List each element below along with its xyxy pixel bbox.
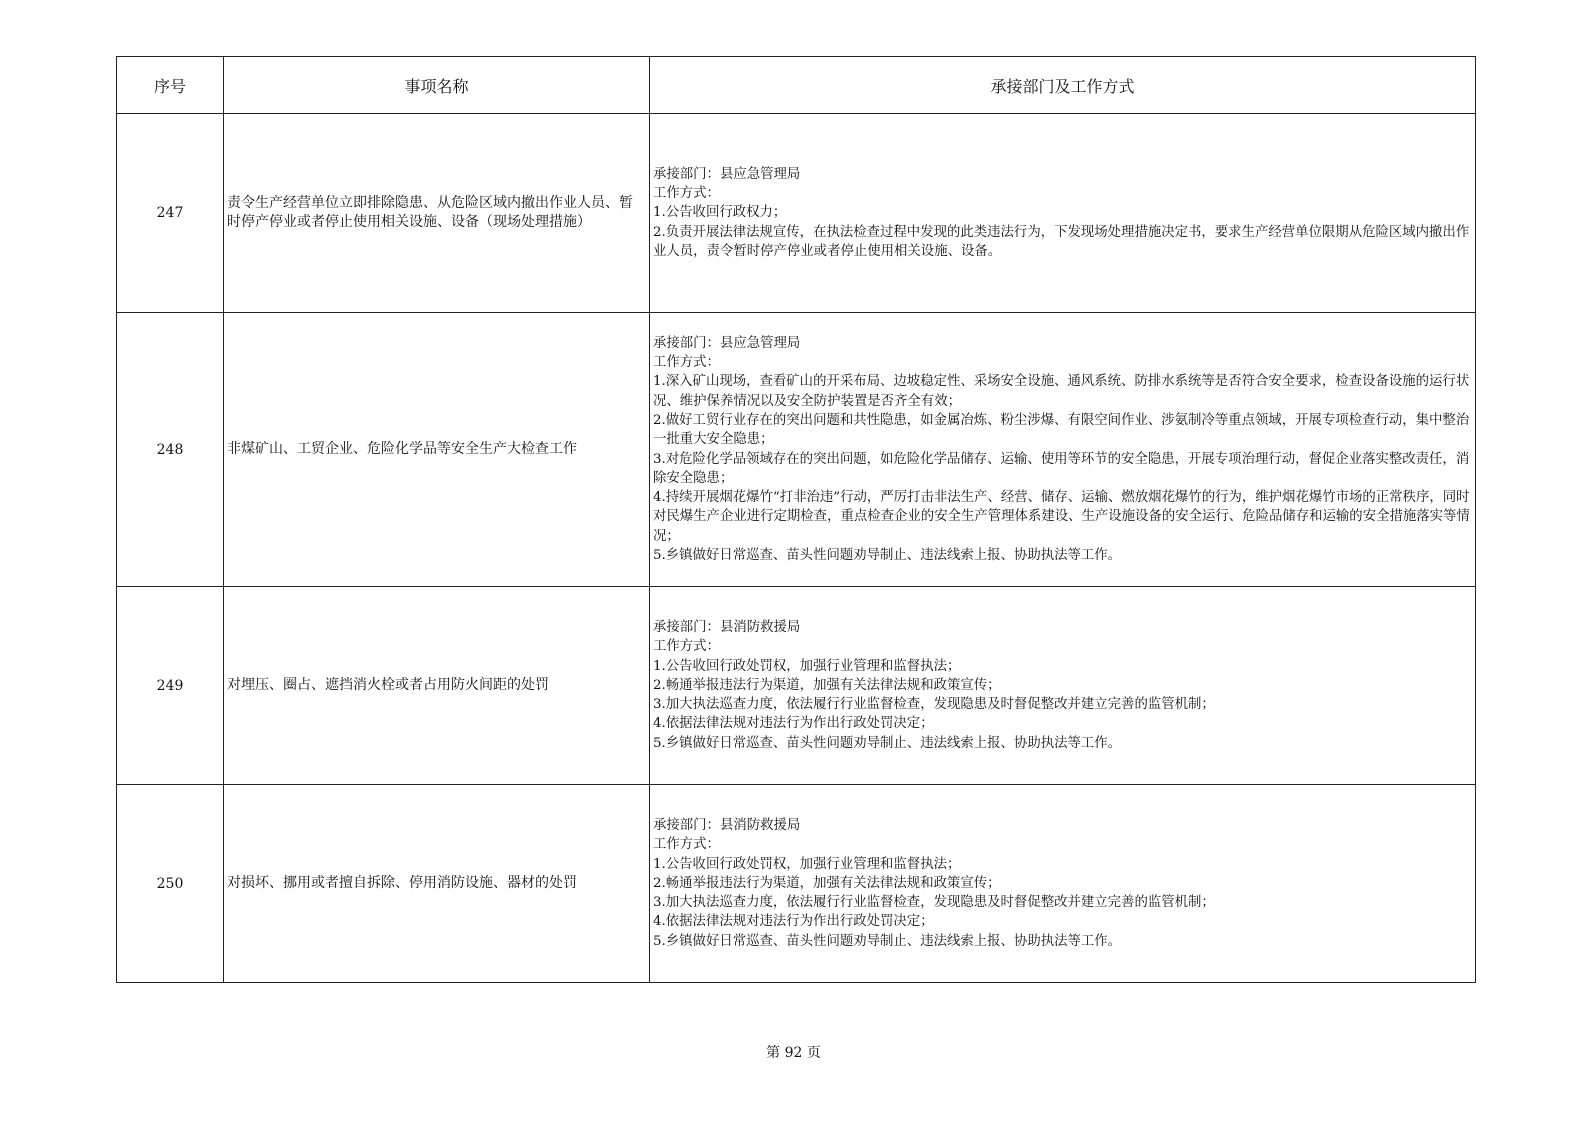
method-line: 承接部门：县消防救援局 bbox=[653, 817, 801, 833]
method-line: 工作方式： bbox=[653, 355, 720, 371]
method-line: 工作方式： bbox=[653, 186, 720, 202]
row-department-method bbox=[650, 587, 1476, 785]
method-line: 4.依据法律法规对违法行为作出行政处罚决定； bbox=[653, 914, 934, 930]
method-line: 4.持续开展烟花爆竹“打非治违”行动，严厉打击非法生产、经营、储存、运输、燃放烟花爆竹的行为，维护烟花爆竹市场的正常秩序，同时对民爆生产企业进行定期检查，重点检查企业的安全生产管理体系建设、生产设施设备的安全运行、危险品储存和运输的安全措施落实等情况； bbox=[653, 490, 1470, 544]
method-line: 2.做好工贸行业存在的突出问题和共性隐患，如金属冶炼、粉尘涉爆、有限空间作业、涉氨制冷等重点领域，开展专项检查行动，集中整治一批重大安全隐患； bbox=[653, 412, 1470, 448]
method-line: 2.畅通举报违法行为渠道，加强有关法律法规和政策宣传； bbox=[653, 875, 1001, 891]
method-line: 5.乡镇做好日常巡查、苗头性问题劝导制止、违法线索上报、协助执法等工作。 bbox=[653, 933, 1122, 949]
method-line: 2.负责开展法律法规宣传，在执法检查过程中发现的此类违法行为，下发现场处理措施决定书，要求生产经营单位限期从危险区域内撤出作业人员，责令暂时停产停业或者停止使用相关设施、设备。 bbox=[653, 224, 1470, 259]
row-number: 247 bbox=[117, 114, 224, 313]
table-row bbox=[117, 313, 1476, 587]
method-line: 1.公告收回行政处罚权，加强行业管理和监督执法； bbox=[653, 856, 961, 872]
page-number: 第 92 页 bbox=[766, 1045, 821, 1061]
method-line: 3.对危险化学品领域存在的突出问题，如危险化学品储存、运输、使用等环节的安全隐患，开展专项治理行动，督促企业落实整改责任，消除安全隐患； bbox=[653, 451, 1470, 486]
method-line: 1.公告收回行政权力； bbox=[653, 205, 787, 221]
method-line: 承接部门：县应急管理局 bbox=[653, 166, 801, 182]
method-line: 工作方式： bbox=[653, 639, 720, 655]
header-item-name: 事项名称 bbox=[224, 57, 650, 114]
header-department-method: 承接部门及工作方式 bbox=[650, 57, 1476, 114]
method-line: 5.乡镇做好日常巡查、苗头性问题劝导制止、违法线索上报、协助执法等工作。 bbox=[653, 547, 1122, 563]
method-line: 1.深入矿山现场，查看矿山的开采布局、边坡稳定性、采场安全设施、通风系统、防排水系统等是否符合安全要求，检查设备设施的运行状况、维护保养情况以及安全防护装置是否齐全有效； bbox=[653, 374, 1470, 409]
row-item-name: 责令生产经营单位立即排除隐患、从危险区域内撤出作业人员、暂时停产停业或者停止使用相关设施、设备（现场处理措施） bbox=[224, 114, 650, 313]
row-item-name: 对损坏、挪用或者擅自拆除、停用消防设施、器材的处罚 bbox=[224, 785, 650, 983]
method-line: 工作方式： bbox=[653, 837, 720, 853]
method-line: 3.加大执法巡查力度，依法履行行业监督检查，发现隐患及时督促整改并建立完善的监管机制； bbox=[653, 895, 1215, 911]
row-number: 248 bbox=[117, 313, 224, 587]
matters-table bbox=[116, 56, 1476, 983]
table-row bbox=[117, 587, 1476, 785]
row-number: 250 bbox=[117, 785, 224, 983]
method-line: 3.加大执法巡查力度，依法履行行业监督检查，发现隐患及时督促整改并建立完善的监管机制； bbox=[653, 697, 1215, 713]
method-line: 2.畅通举报违法行为渠道，加强有关法律法规和政策宣传； bbox=[653, 677, 1001, 693]
method-line: 承接部门：县应急管理局 bbox=[653, 335, 801, 351]
method-line: 承接部门：县消防救援局 bbox=[653, 619, 801, 635]
method-line: 4.依据法律法规对违法行为作出行政处罚决定； bbox=[653, 716, 934, 732]
row-number: 249 bbox=[117, 587, 224, 785]
table-header-row bbox=[117, 57, 1476, 114]
method-line: 5.乡镇做好日常巡查、苗头性问题劝导制止、违法线索上报、协助执法等工作。 bbox=[653, 735, 1122, 751]
row-department-method bbox=[650, 114, 1476, 313]
table-row bbox=[117, 785, 1476, 983]
row-department-method bbox=[650, 313, 1476, 587]
method-line: 1.公告收回行政处罚权，加强行业管理和监督执法； bbox=[653, 658, 961, 674]
header-serial-number: 序号 bbox=[117, 57, 224, 114]
row-item-name: 对埋压、圈占、遮挡消火栓或者占用防火间距的处罚 bbox=[224, 587, 650, 785]
row-department-method bbox=[650, 785, 1476, 983]
table-row bbox=[117, 114, 1476, 313]
row-item-name: 非煤矿山、工贸企业、危险化学品等安全生产大检查工作 bbox=[224, 313, 650, 587]
